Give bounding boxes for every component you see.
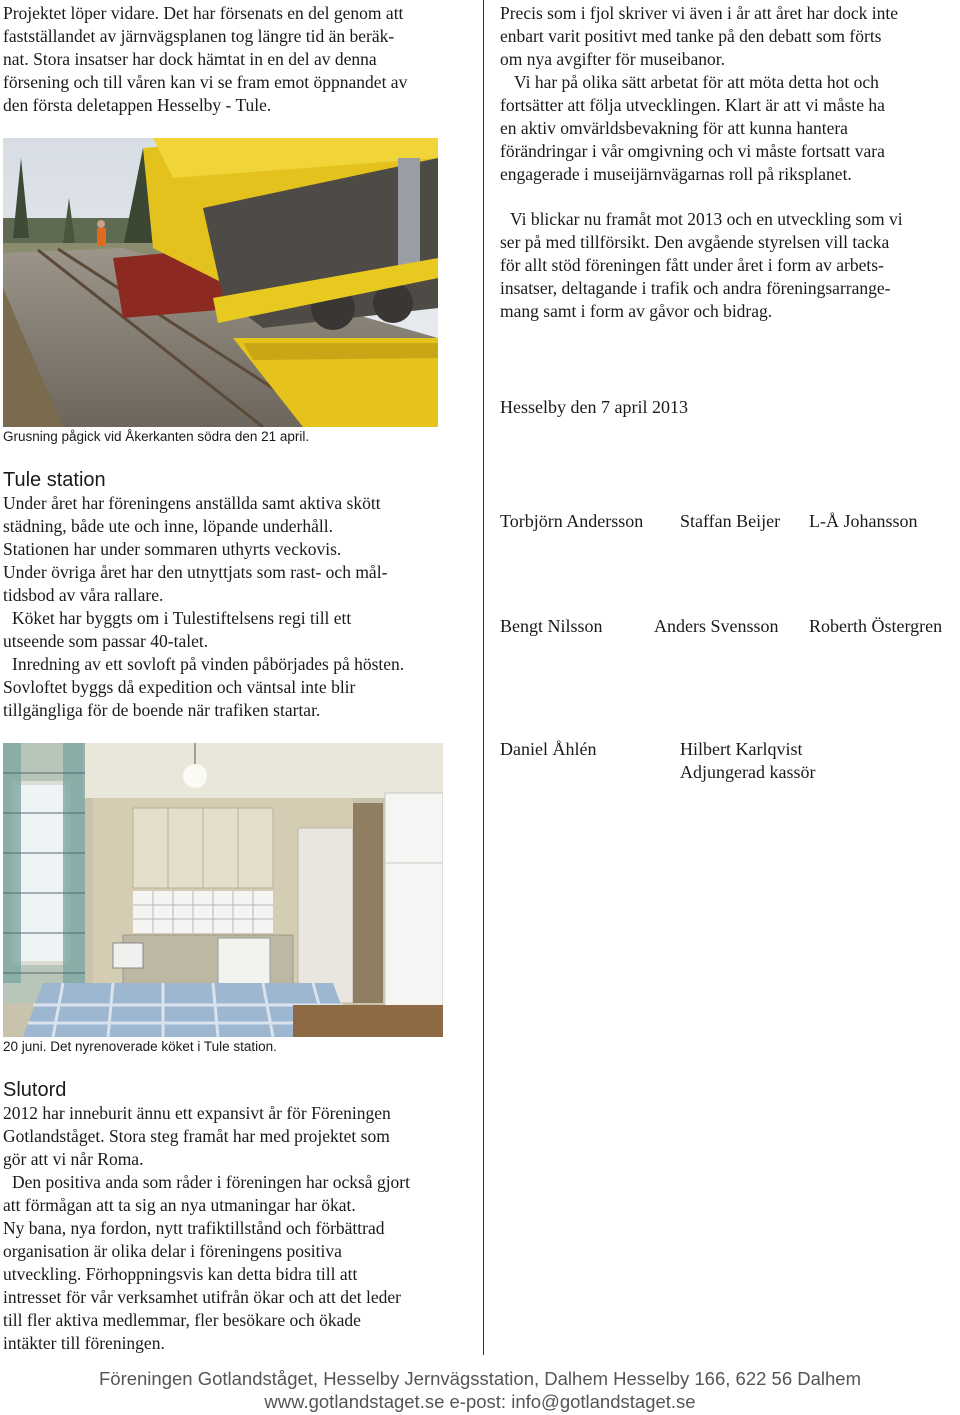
signatory-name: L-Å Johansson xyxy=(809,511,918,531)
body-line: Vi blickar nu framåt mot 2013 och en utveckling som vi xyxy=(510,209,903,229)
signatory-name: Hilbert Karlqvist xyxy=(680,739,803,759)
body-line: Precis som i fjol skriver vi även i år att året har dock inte xyxy=(500,3,898,23)
signature-place-date: Hesselby den 7 april 2013 xyxy=(500,397,688,417)
body-line: förändringar i vår omgivning och vi måste fortsatt vara xyxy=(500,141,885,161)
footer-address: Föreningen Gotlandståget, Hesselby Jernvägsstation, Dalhem Hesselby 166, 622 56 Dalhem xyxy=(98,1368,861,1389)
photo-caption: Grusning pågick vid Åkerkanten södra den 21 april. xyxy=(3,429,310,444)
intro-line: försening och till våren kan vi se fram emot öppnandet av xyxy=(3,72,408,92)
photo-caption: 20 juni. Det nyrenoverade köket i Tule station. xyxy=(3,1039,277,1054)
body-line: intäkter till föreningen. xyxy=(3,1333,165,1353)
intro-line: fastställandet av järnvägsplanen tog längre tid än beräk- xyxy=(3,26,395,46)
signatory-role: Adjungerad kassör xyxy=(680,762,816,782)
body-line: tidsbod av våra rallare. xyxy=(3,585,164,605)
body-line: fortsätter att följa utvecklingen. Klart är att vi måste ha xyxy=(500,95,885,115)
body-line: Ny bana, nya fordon, nytt trafiktillstånd och förbättrad xyxy=(3,1218,385,1238)
slutord-section xyxy=(3,1078,481,1355)
body-line: Köket har byggts om i Tulestiftelsens regi till ett xyxy=(12,608,352,628)
intro-line: den första deletappen Hesselby - Tule. xyxy=(3,95,272,115)
body-line: till fler aktiva medlemmar, fler besökare och ökade xyxy=(3,1310,361,1330)
body-line: insatser, deltagande i trafik och andra föreningsarrange- xyxy=(500,278,891,298)
body-line: 2012 har inneburit ännu ett expansivt år för Föreningen xyxy=(3,1103,391,1123)
body-line: Den positiva anda som råder i föreningen har också gjort xyxy=(12,1172,410,1192)
footer-contact: www.gotlandstaget.se e-post: info@gotlandstaget.se xyxy=(264,1391,696,1412)
body-line: engagerade i museijärnvägarnas roll på riksplanet. xyxy=(500,164,852,184)
signatory-name: Daniel Åhlén xyxy=(500,739,597,759)
intro-line: Projektet löper vidare. Det har försenats en del genom att xyxy=(3,3,404,23)
right-paragraph-3 xyxy=(500,208,960,323)
section-heading: Tule station xyxy=(3,469,106,491)
body-line: städning, både ute och inne, löpande underhåll. xyxy=(3,516,333,536)
signatory-name: Torbjörn Andersson xyxy=(500,511,644,531)
body-line: tillgängliga för de boende när trafiken startar. xyxy=(3,700,321,720)
column-divider xyxy=(483,0,484,1355)
body-line: för allt stöd föreningen fått under året i form av arbets- xyxy=(500,255,884,275)
tule-station-section xyxy=(3,468,481,722)
body-line: Under övriga året har den utnyttjats som rast- och mål- xyxy=(3,562,388,582)
body-line: intresset för vår verksamhet utifrån ökar och att det leder xyxy=(3,1287,401,1307)
signatory-name: Bengt Nilsson xyxy=(500,616,603,636)
body-line: att förmågan att ta sig an nya utmaningar har ökat. xyxy=(3,1195,356,1215)
body-line: Vi har på olika sätt arbetat för att möta detta hot och xyxy=(514,72,879,92)
body-line: mang samt i form av gåvor och bidrag. xyxy=(500,301,773,321)
signatory-name: Roberth Östergren xyxy=(809,616,943,636)
intro-paragraph xyxy=(3,2,481,117)
body-line: gör att vi når Roma. xyxy=(3,1149,144,1169)
kitchen-photo xyxy=(3,743,443,1037)
body-line: ser på med tillförsikt. Den avgående styrelsen vill tacka xyxy=(500,232,890,252)
right-paragraph-1 xyxy=(500,2,960,71)
body-line: organisation är olika delar i föreningens positiva xyxy=(3,1241,342,1261)
section-heading: Slutord xyxy=(3,1079,67,1101)
body-line: Inredning av ett sovloft på vinden påbörjades på hösten. xyxy=(12,654,405,674)
signatory-name: Anders Svensson xyxy=(654,616,779,636)
track-ballasting-photo xyxy=(3,138,438,427)
body-line: Under året har föreningens anställda samt aktiva skött xyxy=(3,493,381,513)
body-line: Sovloftet byggs då expedition och väntsal inte blir xyxy=(3,677,356,697)
tule-station-body xyxy=(3,492,481,722)
body-line: enbart varit positivt med tanke på den debatt som förts xyxy=(500,26,882,46)
body-line: Gotlandståget. Stora steg framåt har med projektet som xyxy=(3,1126,390,1146)
intro-line: nat. Stora insatser har dock hämtat in en del av denna xyxy=(3,49,377,69)
right-paragraph-2 xyxy=(500,71,960,186)
slutord-body xyxy=(3,1102,481,1355)
body-line: utseende som passar 40-talet. xyxy=(3,631,209,651)
signatory-name: Staffan Beijer xyxy=(680,511,781,531)
body-line: en aktiv omvärldsbevakning för att kunna hantera xyxy=(500,118,848,138)
body-line: Stationen har under sommaren uthyrts veckovis. xyxy=(3,539,342,559)
body-line: om nya avgifter för museibanor. xyxy=(500,49,726,69)
body-line: utveckling. Förhoppningsvis kan detta bidra till att xyxy=(3,1264,358,1284)
